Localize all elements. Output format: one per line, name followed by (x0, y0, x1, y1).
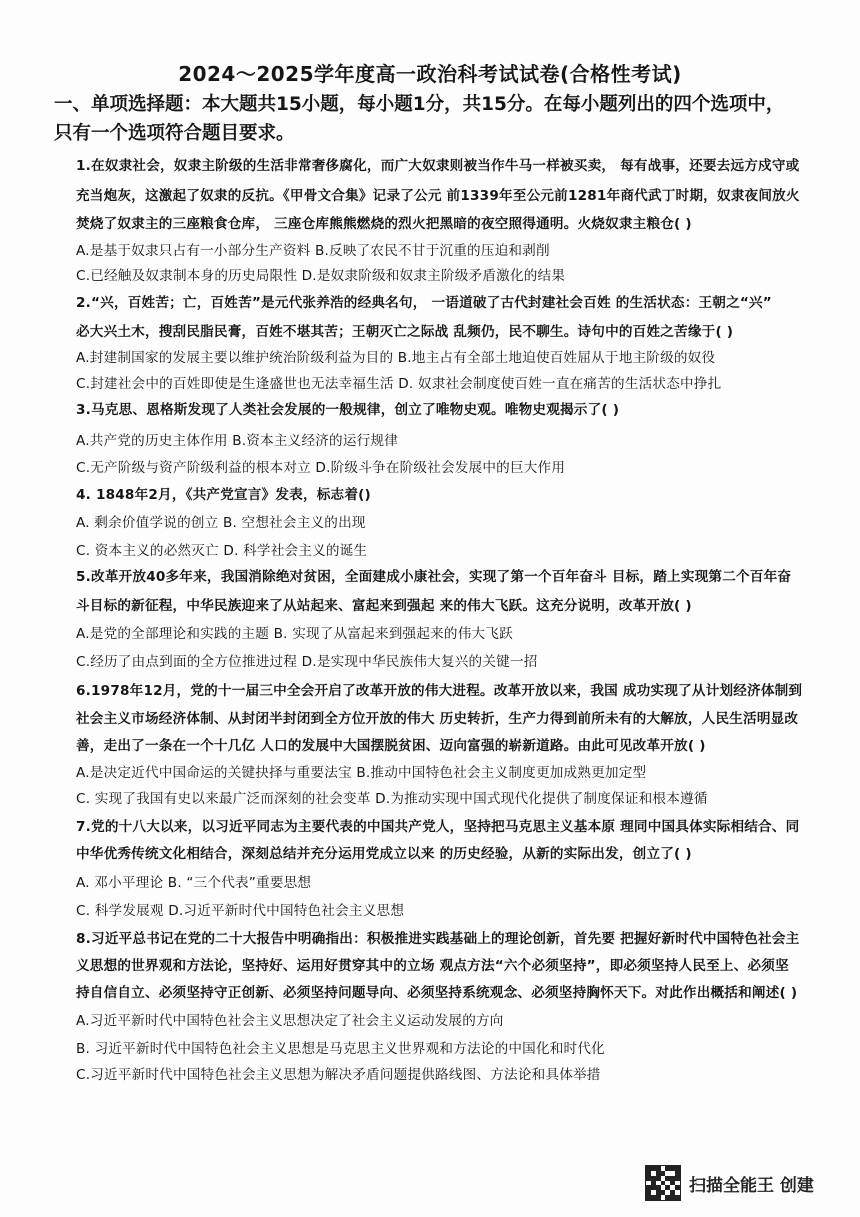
question-1-line-1: 1.在奴隶社会，奴隶主阶级的生活非常奢侈腐化，而广大奴隶则被当作牛马一样被买卖， 每有战事，还要去远方戍守或 (76, 158, 800, 174)
question-3-options-cd: C.无产阶级与资产阶级利益的根本对立 D.阶级斗争在阶级社会发展中的巨大作用 (76, 460, 566, 476)
question-1-options-cd: C.已经触及奴隶制本身的历史局限性 D.是奴隶阶级和奴隶主阶级矛盾激化的结果 (76, 268, 566, 284)
question-3-stem: 3.马克思、恩格斯发现了人类社会发展的一般规律，创立了唯物史观。唯物史观揭示了( ) (76, 402, 620, 418)
question-8-line-3: 持自信自立、必须坚持守正创新、必须坚持问题导向、必须坚持系统观念、必须坚持胸怀天下。对此作出概括和阐述( ) (76, 985, 798, 1001)
question-1-line-3: 焚烧了奴隶主的三座粮食仓库， 三座仓库熊熊燃烧的烈火把黑暗的夜空照得通明。火烧奴隶主粮仓( ) (76, 216, 692, 232)
question-2-options-ab: A.封建制国家的发展主要以维护统治阶级利益为目的 B.地主占有全部土地迫使百姓屈从于地主阶级的奴役 (76, 350, 716, 366)
question-5-options-ab: A.是党的全部理论和实践的主题 B. 实现了从富起来到强起来的伟大飞跃 (76, 626, 513, 642)
section-heading-line-2: 只有一个选项符合题目要求。 (54, 123, 295, 144)
question-8-option-b: B. 习近平新时代中国特色社会主义思想是马克思主义世界观和方法论的中国化和时代化 (76, 1041, 605, 1057)
question-7-line-1: 7.党的十八大以来，以习近平同志为主要代表的中国共产党人，坚持把马克思主义基本原 理同中国具体实际相结合、同 (76, 819, 800, 835)
question-7-options-cd: C. 科学发展观 D.习近平新时代中国特色社会主义思想 (76, 903, 405, 919)
section-heading-line-1: 一、单项选择题：本大题共15小题，每小题1分，共15分。在每小题列出的四个选项中， (54, 94, 785, 115)
question-7-line-2: 中华优秀传统文化相结合，深刻总结并充分运用党成立以来 的历史经验，从新的实际出发，创立了( ) (76, 846, 692, 862)
qr-code-icon (645, 1165, 681, 1201)
question-6-line-2: 社会主义市场经济体制、从封闭半封闭到全方位开放的伟大 历史转折，生产力得到前所未有的大解放，人民生活明显改 (76, 711, 799, 727)
question-8-line-2: 义思想的世界观和方法论，坚持好、运用好贯穿其中的立场 观点方法“六个必须坚持”，即必须坚持人民至上、必须坚 (76, 958, 789, 974)
question-2-line-2: 必大兴土木，搜刮民脂民膏，百姓不堪其苦；王朝灭亡之际战 乱频仍，民不聊生。诗句中的百姓之苦缘于( ) (76, 324, 734, 340)
question-8-option-a: A.习近平新时代中国特色社会主义思想决定了社会主义运动发展的方向 (76, 1013, 504, 1029)
question-5-line-2: 斗目标的新征程，中华民族迎来了从站起来、富起来到强起 来的伟大飞跃。这充分说明，改革开放( ) (76, 598, 692, 614)
scanner-watermark (645, 1163, 814, 1203)
watermark-label: 扫描全能王 创建 (689, 1175, 814, 1196)
question-3-options-ab: A.共产党的历史主体作用 B.资本主义经济的运行规律 (76, 433, 399, 449)
question-1-line-2: 充当炮灰，这激起了奴隶的反抗。《甲骨文合集》记录了公元 前1339年至公元前1281年商代武丁时期，奴隶夜间放火 (76, 188, 800, 204)
page-title: 2024～2025学年度高一政治科考试试卷(合格性考试) (178, 62, 682, 86)
question-6-line-1: 6.1978年12月，党的十一届三中全会开启了改革开放的伟大进程。改革开放以来，我国 成功实现了从计划经济体制到 (76, 683, 803, 699)
question-4-options-ab: A. 剩余价值学说的创立 B. 空想社会主义的出现 (76, 515, 366, 531)
question-4-options-cd: C. 资本主义的必然灭亡 D. 科学社会主义的诞生 (76, 543, 368, 559)
question-5-line-1: 5.改革开放40多年来，我国消除绝对贫困，全面建成小康社会，实现了第一个百年奋斗 目标，踏上实现第二个百年奋 (76, 569, 792, 585)
question-6-options-ab: A.是决定近代中国命运的关键抉择与重要法宝 B.推动中国特色社会主义制度更加成熟更加定型 (76, 765, 647, 781)
question-2-line-1: 2.“兴，百姓苦；亡，百姓苦”是元代张养浩的经典名句， 一语道破了古代封建社会百姓 的生活状态：王朝之“兴” (76, 295, 772, 311)
question-8-line-1: 8.习近平总书记在党的二十大报告中明确指出：积极推进实践基础上的理论创新，首先要 把握好新时代中国特色社会主 (76, 931, 800, 947)
question-5-options-cd: C.经历了由点到面的全方位推进过程 D.是实现中华民族伟大复兴的关键一招 (76, 654, 538, 670)
question-4-stem: 4. 1848年2月，《共产党宣言》发表，标志着() (76, 487, 371, 503)
question-8-option-c: C.习近平新时代中国特色社会主义思想为解决矛盾问题提供路线图、方法论和具体举措 (76, 1067, 601, 1083)
question-7-options-ab: A. 邓小平理论 B. “三个代表”重要思想 (76, 875, 312, 891)
question-6-line-3: 善，走出了一条在一个十几亿 人口的发展中大国摆脱贫困、迈向富强的崭新道路。由此可见改革开放( ) (76, 738, 706, 754)
question-6-options-cd: C. 实现了我国有史以来最广泛而深刻的社会变革 D.为推动实现中国式现代化提供了制度保证和根本遵循 (76, 791, 708, 807)
section-heading (54, 90, 844, 148)
question-1-options-ab: A.是基于奴隶只占有一小部分生产资料 B.反映了农民不甘于沉重的压迫和剥削 (76, 243, 550, 259)
question-2-options-cd: C.封建社会中的百姓即使是生逢盛世也无法幸福生活 D. 奴隶社会制度使百姓一直在痛苦的生活状态中挣扎 (76, 376, 722, 392)
